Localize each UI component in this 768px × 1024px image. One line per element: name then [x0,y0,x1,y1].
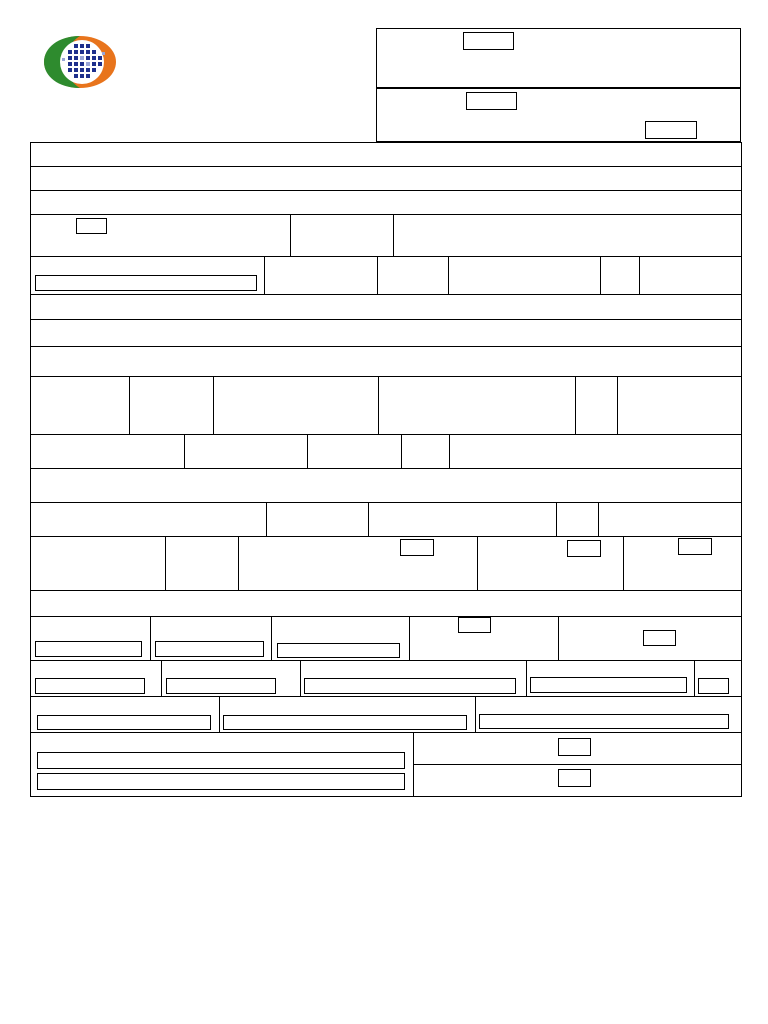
row16-divider-1 [161,660,162,696]
row15-field-2[interactable] [155,641,264,657]
row5-long-field[interactable] [35,275,257,291]
row9-divider-1 [129,376,130,434]
row18-field-3[interactable] [558,738,591,756]
row5-divider-1 [264,256,265,294]
row-divider-13 [30,590,742,591]
row-divider-16 [30,696,742,697]
row13-divider-4 [623,536,624,590]
row-divider-1 [30,166,742,167]
row9-divider-3 [378,376,379,434]
row16-field-4[interactable] [530,677,687,693]
row-divider-8 [30,376,742,377]
row4-small-field[interactable] [76,218,107,234]
row15-divider-4 [558,616,559,660]
row4-divider-1 [290,214,291,256]
row-divider-11 [30,502,742,503]
row4-divider-2 [393,214,394,256]
header-field-2[interactable] [466,92,517,110]
row5-divider-3 [448,256,449,294]
row16-divider-2 [300,660,301,696]
row-divider-6 [30,319,742,320]
row18-field-2[interactable] [37,773,405,790]
row-divider-4 [30,256,742,257]
row18-field-4[interactable] [558,769,591,787]
row12-divider-3 [556,502,557,536]
row-divider-17 [30,732,742,733]
row15-divider-3 [409,616,410,660]
row15-divider-1 [150,616,151,660]
row10-divider-3 [401,434,402,468]
row18-field-1[interactable] [37,752,405,769]
row13-divider-2 [238,536,239,590]
row10-divider-1 [184,434,185,468]
row5-divider-5 [639,256,640,294]
row13-divider-3 [477,536,478,590]
row17-field-2[interactable] [223,715,467,730]
row15-field-5[interactable] [643,630,676,646]
row17-divider-1 [219,696,220,732]
row18-divider-1 [413,732,414,797]
row13-field-3[interactable] [678,538,712,555]
header-field-1[interactable] [463,32,514,50]
row15-divider-2 [271,616,272,660]
row10-divider-2 [307,434,308,468]
row5-divider-2 [377,256,378,294]
row17-field-1[interactable] [37,715,211,730]
row17-field-3[interactable] [479,714,729,729]
row9-divider-5 [617,376,618,434]
row10-divider-4 [449,434,450,468]
row5-divider-4 [600,256,601,294]
row16-field-1[interactable] [35,678,145,694]
row15-field-3[interactable] [277,643,400,658]
row17-divider-2 [475,696,476,732]
row12-divider-1 [266,502,267,536]
row15-field-4[interactable] [458,617,491,633]
row-divider-12 [30,536,742,537]
row12-divider-4 [598,502,599,536]
row-divider-7 [30,346,742,347]
row-divider-15 [30,660,742,661]
row16-field-5[interactable] [698,678,729,694]
form-frame [30,142,742,797]
row-divider-5 [30,294,742,295]
row9-divider-4 [575,376,576,434]
row16-field-2[interactable] [166,678,276,694]
row13-field-1[interactable] [400,539,434,556]
row16-divider-4 [694,660,695,696]
row13-divider-1 [165,536,166,590]
row-divider-14 [30,616,742,617]
row-divider-9 [30,434,742,435]
row16-divider-3 [526,660,527,696]
row-divider-2 [30,190,742,191]
row-divider-3 [30,214,742,215]
institutional-logo-icon [40,32,120,92]
row9-divider-2 [213,376,214,434]
row16-field-3[interactable] [304,678,516,694]
row12-divider-2 [368,502,369,536]
header-field-3[interactable] [645,121,697,139]
row-divider-18 [414,764,742,765]
row-divider-10 [30,468,742,469]
row13-field-2[interactable] [567,540,601,557]
header-box-top [376,28,741,88]
row15-field-1[interactable] [35,641,142,657]
